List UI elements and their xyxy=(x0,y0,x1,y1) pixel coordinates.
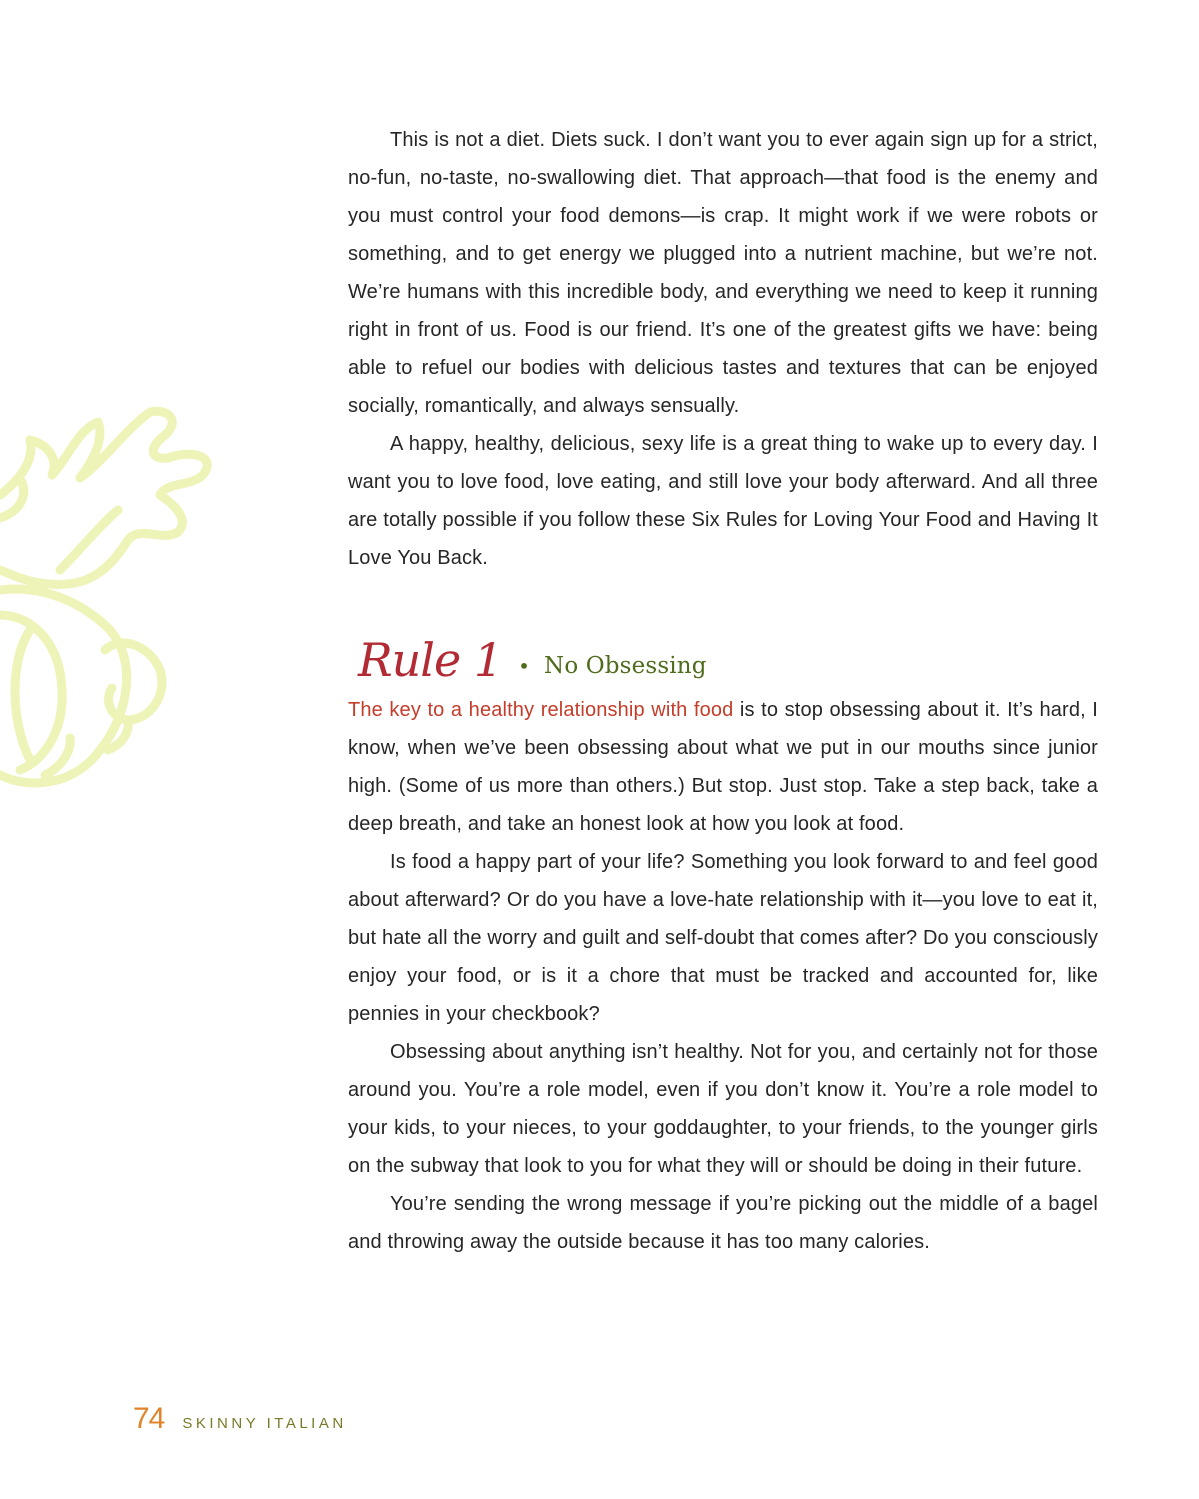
rule-title: No Obsessing xyxy=(544,653,707,679)
leafy-vegetable-outline-icon xyxy=(0,400,240,800)
rule-paragraph-3: Obsessing about anything isn’t healthy. Not for you, and certainly not for those around you. You’re a role model, even if you don’t know it. You’re a role model to your kids, to your nieces, to your goddaughter, to your friends, to the younger girls on the subway that look to you for what they will or should be doing in their future. xyxy=(348,1041,1098,1177)
rule-paragraph-2: Is food a happy part of your life? Something you look forward to and feel good about afterward? Or do you have a love-hate relationship with it—you love to eat it, but hate all the worry and guilt and self-doubt that comes after? Do you consciously enjoy your food, or is it a chore that must be tracked and accounted for, like pennies in your checkbook? xyxy=(348,851,1098,1025)
rule-heading xyxy=(358,620,1098,686)
text-column xyxy=(348,121,1098,1261)
rule-paragraph-4: You’re sending the wrong message if you’re picking out the middle of a bagel and throwing away the outside because it has too many calories. xyxy=(348,1193,1098,1253)
rule-paragraph-1 xyxy=(348,691,1098,843)
page-number: 74 xyxy=(133,1402,165,1435)
page-footer xyxy=(133,1402,347,1436)
intro-paragraph-2: A happy, healthy, delicious, sexy life is a great thing to wake up to every day. I want you to love food, love eating, and still love your body afterward. And all three are totally possible if you follow these Six Rules for Loving Your Food and Having It Love You Back. xyxy=(348,433,1098,569)
intro-paragraph-1: This is not a diet. Diets suck. I don’t want you to ever again sign up for a strict, no-fun, no-taste, no-swallowing diet. That approach—that food is the enemy and you must control your food demons—is crap. It might work if we were robots or something, and to get energy we plugged into a nutrient machine, but we’re not. We’re humans with this incredible body, and everything we need to keep it running right in front of us. Food is our friend. It’s one of the greatest gifts we have: being able to refuel our bodies with delicious tastes and textures that can be enjoyed socially, romantically, and always sensually. xyxy=(348,129,1098,417)
running-title: SKINNY ITALIAN xyxy=(182,1415,347,1432)
rule-bullet: • xyxy=(518,654,531,678)
rule-label: Rule 1 xyxy=(358,633,503,687)
rule-paragraph-1-text: is to stop obsessing about it. It’s hard, I know, when we’ve been obsessing about what we put in our mouths since junior high. (Some of us more than others.) But stop. Just stop. Take a step back, take a deep breath, and take an honest look at how you look at food. xyxy=(348,699,1098,835)
lead-phrase: The key to a healthy relationship with food xyxy=(348,699,734,721)
